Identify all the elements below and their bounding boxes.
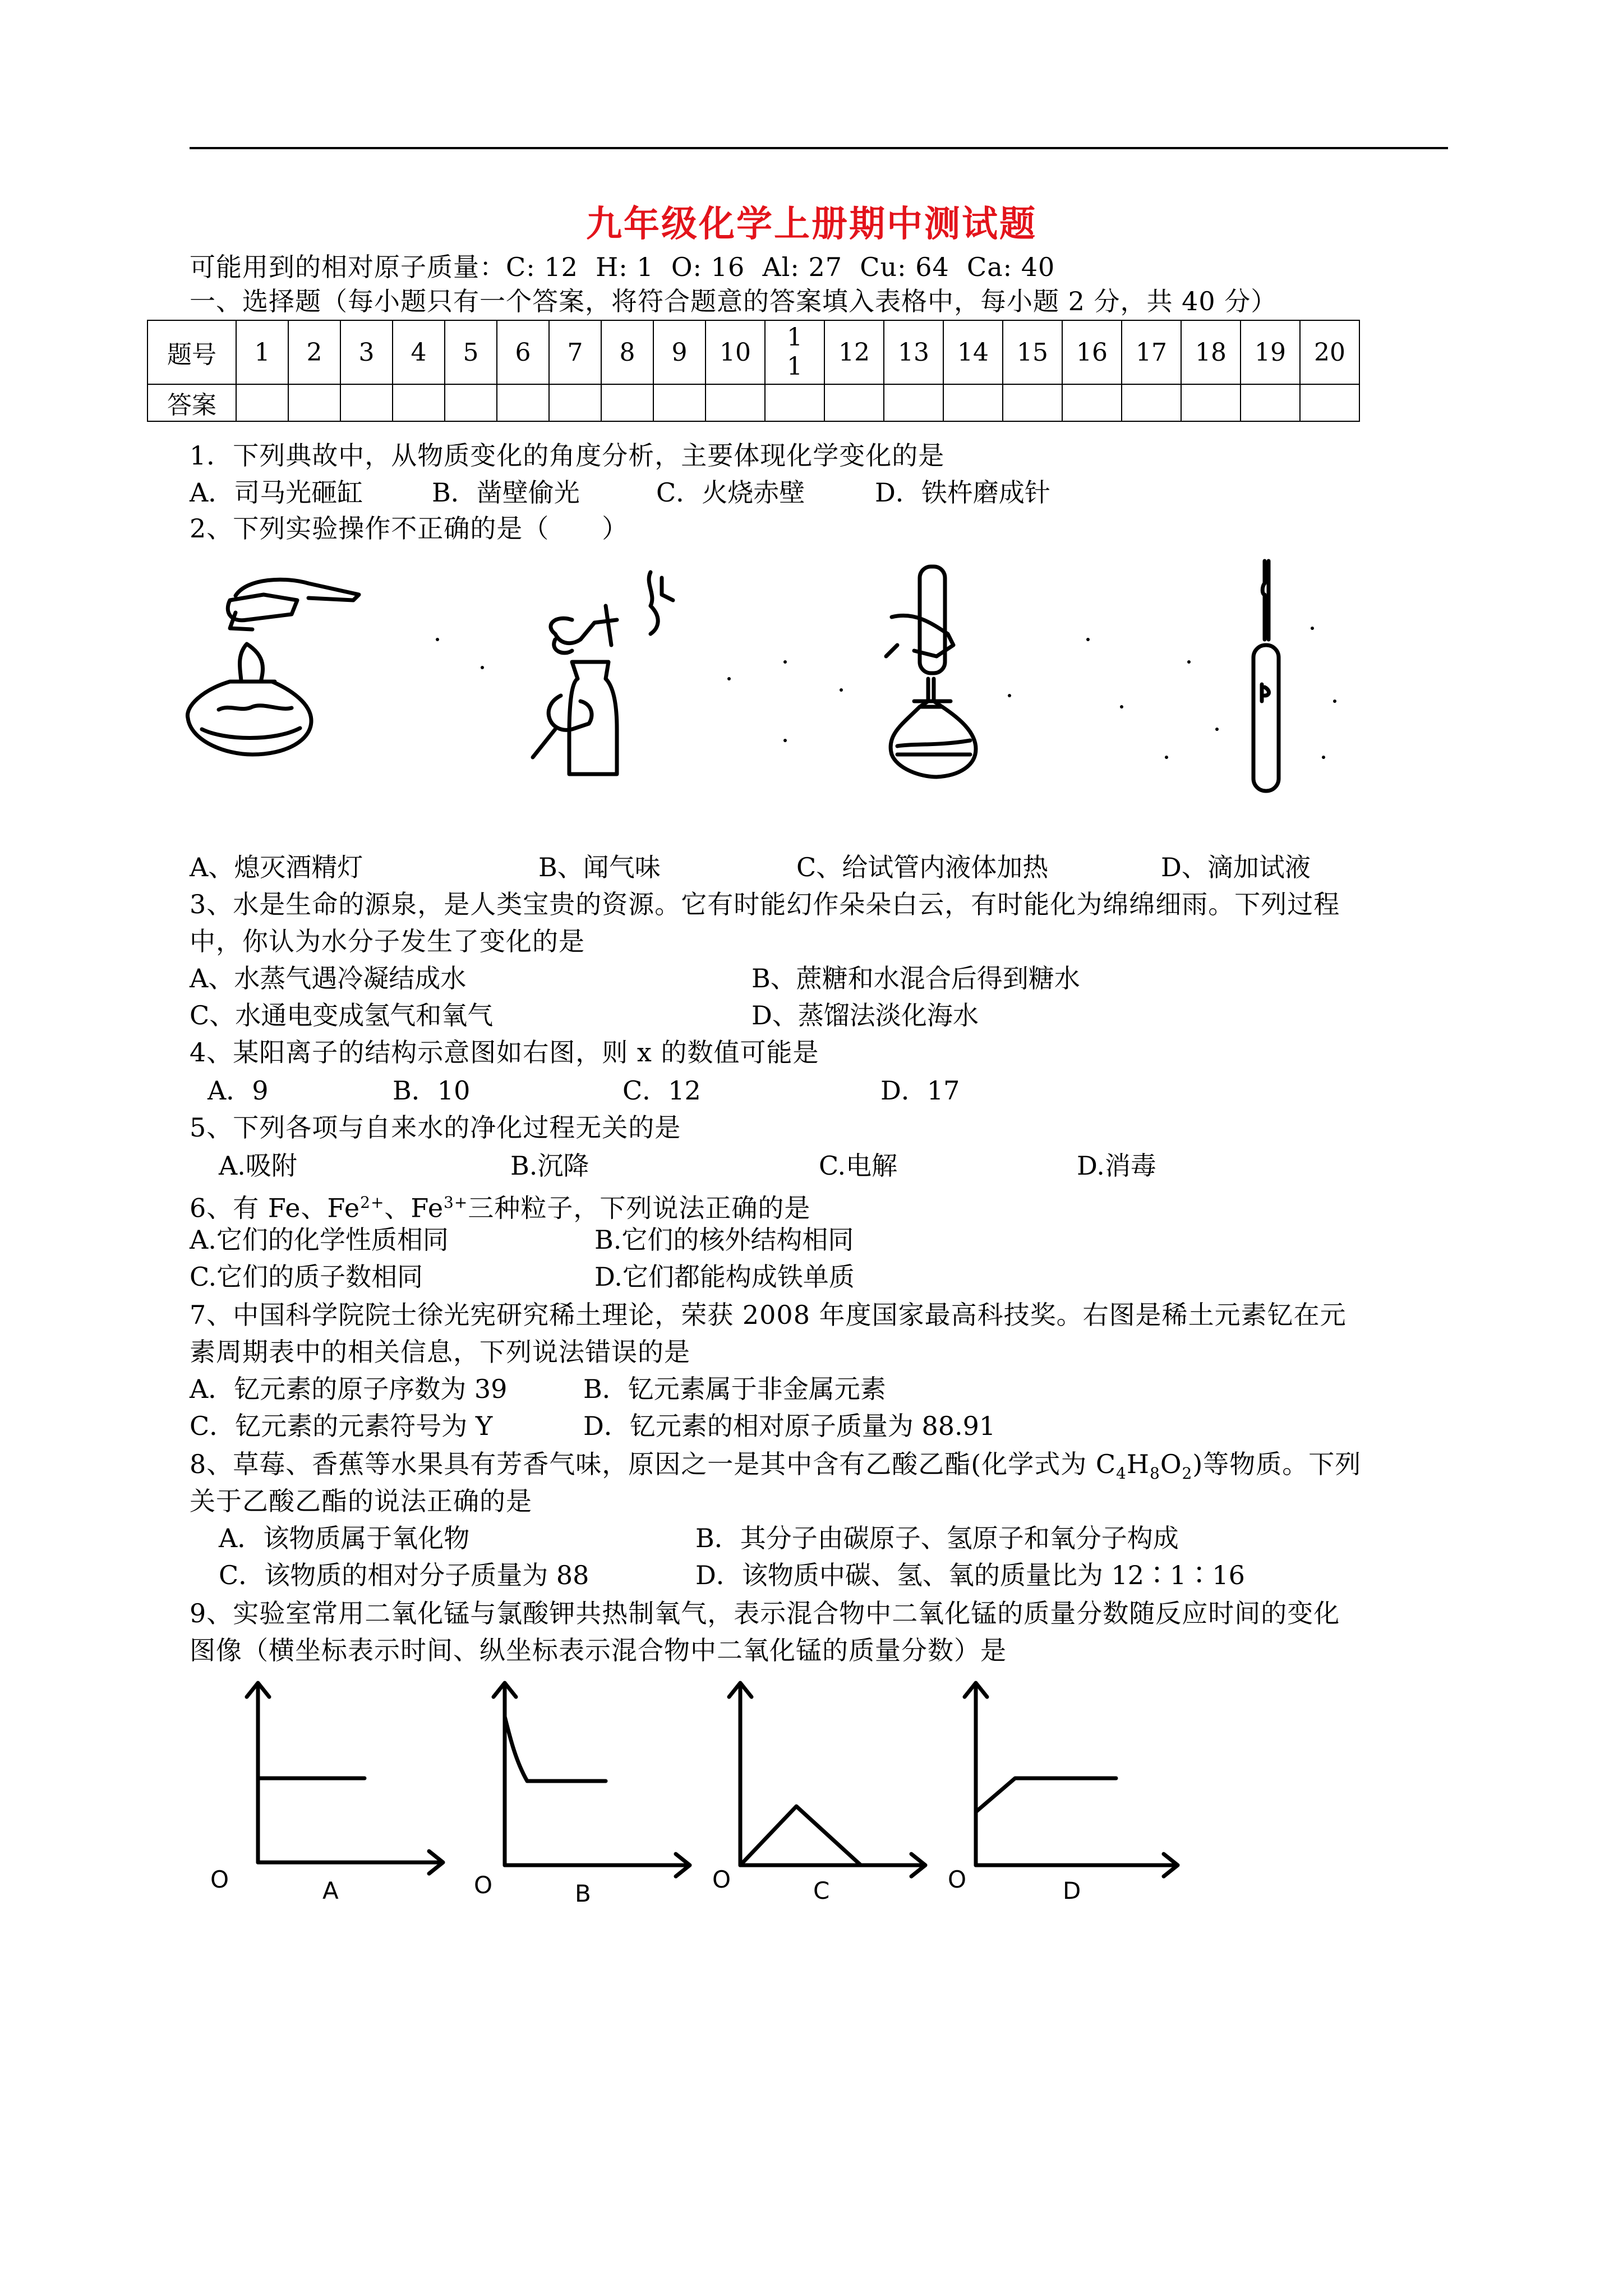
q9-stem-line1: 9、实验室常用二氧化锰与氯酸钾共热制氧气，表示混合物中二氧化锰的质量分数随反应时间的变化 — [190, 1598, 1340, 1628]
table-row-answers — [147, 384, 1359, 421]
q8-option-a: A．该物质属于氧化物 — [219, 1523, 470, 1553]
number-cell: 16 — [1062, 320, 1122, 384]
q1-option-a: A．司马光砸缸 — [190, 477, 363, 508]
q8-formula-h: H — [1126, 1449, 1150, 1479]
number-cell: 14 — [943, 320, 1003, 384]
number-cell: 9 — [653, 320, 706, 384]
q2-stem: 2、下列实验操作不正确的是（ ） — [190, 513, 629, 544]
q6-option-b: B.它们的核外结构相同 — [594, 1225, 854, 1255]
q8-option-d: D．该物质中碳、氢、氧的质量比为 12∶1∶16 — [695, 1560, 1245, 1590]
alcohol-lamp-icon — [187, 579, 359, 754]
number-cell: 1 1 — [765, 320, 824, 384]
graph-b — [494, 1683, 690, 1876]
graph-b-origin: O — [474, 1871, 493, 1899]
graph-a — [247, 1683, 443, 1874]
q8-formula-h-count: 8 — [1149, 1464, 1160, 1483]
q1-stem: 1．下列典故中，从物质变化的角度分析，主要体现化学变化的是 — [190, 440, 945, 471]
q8-formula-o: O — [1160, 1449, 1182, 1479]
q7-option-b: B．钇元素属于非金属元素 — [583, 1374, 886, 1404]
answer-cell[interactable] — [1241, 384, 1300, 421]
answer-cell[interactable] — [393, 384, 445, 421]
q3-option-c: C、水通电变成氢气和氧气 — [190, 1000, 494, 1030]
q5-option-b: B.沉降 — [510, 1151, 589, 1181]
q7-option-a: A．钇元素的原子序数为 39 — [190, 1374, 508, 1404]
table-row-numbers — [147, 320, 1359, 384]
graph-d-label: D — [1063, 1877, 1081, 1904]
smelling-gas-icon — [533, 572, 673, 774]
answer-cell[interactable] — [236, 384, 288, 421]
section-heading: 一、选择题（每小题只有一个答案，将符合题意的答案填入表格中，每小题 2 分，共 40 分） — [190, 286, 1278, 316]
q4-option-b: B．10 — [393, 1075, 471, 1106]
q8-stem-post: )等物质。下列 — [1192, 1449, 1362, 1479]
number-cell: 17 — [1122, 320, 1181, 384]
q8-stem-pre: 8、草莓、香蕉等水果具有芳香气味，原因之一是其中含有乙酸乙酯(化学式为 C — [190, 1449, 1117, 1479]
q9-graphs — [210, 1677, 1279, 1924]
graph-c — [729, 1683, 925, 1876]
q3-option-d: D、蒸馏法淡化海水 — [751, 1000, 979, 1030]
q3-option-b: B、蔗糖和水混合后得到糖水 — [751, 963, 1080, 993]
number-cell: 18 — [1181, 320, 1241, 384]
number-cell: 2 — [288, 320, 340, 384]
q3-stem-line2: 中，你认为水分子发生了变化的是 — [190, 926, 585, 956]
q4-stem: 4、某阳离子的结构示意图如右图，则 x 的数值可能是 — [190, 1037, 819, 1068]
answer-cell[interactable] — [549, 384, 601, 421]
q2-option-a: A、熄灭酒精灯 — [190, 852, 363, 882]
number-cell: 12 — [824, 320, 884, 384]
header-rule — [190, 147, 1448, 149]
q6-stem-mid: 、Fe — [384, 1193, 444, 1223]
lab-operations-illustration — [168, 561, 1346, 797]
q5-stem: 5、下列各项与自来水的净化过程无关的是 — [190, 1112, 681, 1143]
q6-stem — [190, 1186, 810, 1225]
q3-stem-line1: 3、水是生命的源泉，是人类宝贵的资源。它有时能幻作朵朵白云，有时能化为绵绵细雨。下列过程 — [190, 889, 1340, 919]
row-label-answer: 答案 — [147, 384, 236, 421]
answer-cell[interactable] — [601, 384, 653, 421]
q8-stem-line2: 关于乙酸乙酯的说法正确的是 — [190, 1486, 532, 1516]
q5-option-d: D.消毒 — [1077, 1151, 1156, 1181]
q8-formula-o-count: 2 — [1182, 1464, 1193, 1483]
q8-option-c: C．该物质的相对分子质量为 88 — [219, 1560, 589, 1590]
q5-option-c: C.电解 — [819, 1151, 898, 1181]
dropper-test-tube-icon — [1253, 561, 1279, 791]
number-cell: 19 — [1241, 320, 1300, 384]
q8-formula-c-count: 4 — [1116, 1464, 1127, 1483]
q2-option-d: D、滴加试液 — [1161, 852, 1311, 882]
q6-charge-3: 3+ — [444, 1193, 468, 1212]
graph-c-origin: O — [712, 1866, 731, 1893]
number-cell: 7 — [549, 320, 601, 384]
graph-d — [965, 1683, 1178, 1876]
answer-cell[interactable] — [288, 384, 340, 421]
q5-option-a: A.吸附 — [219, 1151, 297, 1181]
answer-cell[interactable] — [1062, 384, 1122, 421]
answer-cell[interactable] — [340, 384, 393, 421]
q6-stem-pre: 6、有 Fe、Fe — [190, 1193, 361, 1223]
q4-option-d: D．17 — [880, 1075, 960, 1106]
number-cell: 5 — [445, 320, 497, 384]
q7-option-d: D．钇元素的相对原子质量为 88.91 — [583, 1411, 996, 1441]
answer-cell[interactable] — [1300, 384, 1359, 421]
q3-option-a: A、水蒸气遇冷凝结成水 — [190, 963, 467, 993]
page-title: 九年级化学上册期中测试题 — [586, 203, 1037, 245]
number-cell: 4 — [393, 320, 445, 384]
answer-cell[interactable] — [445, 384, 497, 421]
atomic-masses: 可能用到的相对原子质量：C: 12 H: 1 O: 16 Al: 27 Cu: 64 Ca: 40 — [190, 252, 1055, 282]
q7-stem-line1: 7、中国科学院院士徐光宪研究稀土理论，荣获 2008 年度国家最高科技奖。右图是稀土元素钇在元 — [190, 1300, 1347, 1330]
answer-table — [147, 320, 1360, 422]
q1-option-c: C．火烧赤壁 — [656, 477, 805, 508]
answer-cell[interactable] — [653, 384, 706, 421]
number-cell: 10 — [706, 320, 765, 384]
number-cell: 15 — [1003, 320, 1062, 384]
graph-a-label: A — [322, 1877, 339, 1904]
answer-cell[interactable] — [884, 384, 943, 421]
answer-cell[interactable] — [1181, 384, 1241, 421]
q6-stem-post: 三种粒子，下列说法正确的是 — [468, 1193, 811, 1223]
number-cell: 20 — [1300, 320, 1359, 384]
answer-cell[interactable] — [706, 384, 765, 421]
row-label-number: 题号 — [147, 320, 236, 384]
answer-cell[interactable] — [497, 384, 549, 421]
answer-cell[interactable] — [943, 384, 1003, 421]
graph-b-label: B — [575, 1880, 591, 1907]
q4-option-a: A．9 — [208, 1075, 269, 1106]
q4-option-c: C．12 — [623, 1075, 701, 1106]
q6-option-c: C.它们的质子数相同 — [190, 1262, 423, 1292]
number-cell: 3 — [340, 320, 393, 384]
q6-charge-2: 2+ — [360, 1193, 385, 1212]
number-cell: 1 — [236, 320, 288, 384]
answer-cell[interactable] — [824, 384, 884, 421]
heating-test-tube-icon — [886, 567, 976, 777]
q8-option-b: B．其分子由碳原子、氢原子和氧分子构成 — [695, 1523, 1179, 1553]
number-cell: 13 — [884, 320, 943, 384]
graph-c-label: C — [813, 1877, 830, 1904]
answer-cell[interactable] — [765, 384, 824, 421]
q1-option-d: D．铁杵磨成针 — [875, 477, 1050, 508]
number-cell: 8 — [601, 320, 653, 384]
q7-stem-line2: 素周期表中的相关信息，下列说法错误的是 — [190, 1337, 690, 1367]
q2-option-c: C、给试管内液体加热 — [796, 852, 1049, 882]
graph-d-origin: O — [948, 1866, 967, 1893]
q7-option-c: C．钇元素的元素符号为 Y — [190, 1411, 493, 1441]
number-cell: 6 — [497, 320, 549, 384]
answer-cell[interactable] — [1122, 384, 1181, 421]
q9-stem-line2: 图像（横坐标表示时间、纵坐标表示混合物中二氧化锰的质量分数）是 — [190, 1635, 1007, 1665]
answer-cell[interactable] — [1003, 384, 1062, 421]
q1-option-b: B．凿壁偷光 — [432, 477, 580, 508]
graph-a-origin: O — [210, 1866, 229, 1893]
q2-option-b: B、闻气味 — [538, 852, 661, 882]
q6-option-a: A.它们的化学性质相同 — [190, 1225, 449, 1255]
q6-option-d: D.它们都能构成铁单质 — [594, 1262, 855, 1292]
